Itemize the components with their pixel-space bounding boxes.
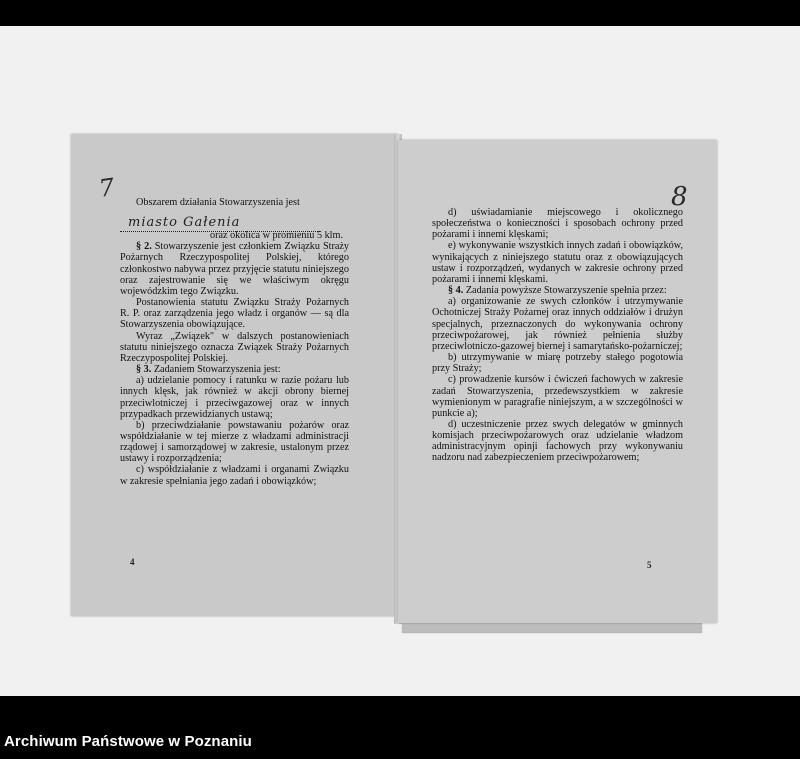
section-3-item-c: c) współdziałanie z władzami i organami Związku w zakresie spełniania jego zadań i obowiązków; — [120, 464, 349, 487]
area-line: Obszarem działania Stowarzyszenia jest — [136, 197, 300, 208]
section-2-number: § 2. — [136, 241, 152, 253]
handwritten-town-name: miasto Gałenia — [128, 215, 241, 231]
left-page-handwritten-mark: 7 — [97, 173, 117, 203]
left-page-text — [120, 197, 349, 487]
right-page — [398, 140, 717, 623]
section-3-item-d: d) uświadamianie miejscowego i okolicznego społeczeństwa o konieczności i sposobach ochrony przed pożarami i innemi klęskami; — [432, 207, 683, 241]
archive-label: Archiwum Państwowe w Poznaniu — [4, 733, 252, 750]
section-3-number: § 3. — [136, 364, 152, 376]
section-3-item-a: a) udzielanie pomocy i ratunku w razie pożaru lub innych klęsk, jak również w akcji obrony biernej przeciwlotniczej i przeciwgazowej oraz w innych przypadkach przewidzianych ustawą; — [120, 375, 349, 420]
section-4-body: Zadania powyższe Stowarzyszenie spełnia przez: — [465, 285, 667, 297]
section-4-item-c: c) prowadzenie kursów i ćwiczeń fachowych w zakresie zadań Stowarzyszenia, przedewszystkiem w zakresie wymienionym w paragrafie niniejszym, a w szczególności w punkcie a); — [432, 374, 683, 419]
left-page-number: 4 — [130, 557, 135, 567]
scan-background — [0, 26, 800, 696]
section-3-body: Zadaniem Stowarzyszenia jest: — [153, 364, 281, 376]
right-page-number: 5 — [647, 560, 652, 570]
section-4-item-d: d) uczestniczenie przez swych delegatów w gminnych komisjach przeciwpożarowych oraz udzielanie władzom administracyjnym opinji fachowych przy wykonywaniu nadzoru nad zabezpieczeniem przeciwpożarowem; — [432, 418, 683, 464]
right-page-text — [432, 207, 683, 464]
left-page — [71, 134, 398, 616]
right-page-handwritten-mark: 8 — [671, 182, 688, 212]
section-4-number: § 4. — [448, 285, 464, 297]
paragraph-term-definition: Wyraz „Związek" w dalszych postanowieniach statutu niniejszego oznacza Związek Straży Pożarnych Rzeczypospolitej Polskiej. — [120, 330, 349, 364]
section-3-item-b: b) przeciwdziałanie powstawaniu pożarów oraz współdziałanie w tej mierze z władzami administracji rządowej i samorządowej w zakresie, ustalonym przez ustawy i rozporządzenia; — [120, 419, 349, 465]
section-3-item-e: e) wykonywanie wszystkich innych zadań i obowiązków, wynikających z niniejszego statutu oraz z obowiązujących ustaw i rozporządzeń, wydanych w zakresie ochrony przed pożarami i innemi klęskami. — [432, 240, 683, 285]
section-4-item-b: b) utrzymywanie w miarę potrzeby stałego pogotowia przy Straży; — [432, 352, 683, 375]
fill-in-line — [120, 208, 349, 230]
section-4-item-a: a) organizowanie ze swych członków i utrzymywanie Ochotniczej Straży Pożarnej oraz innych oddziałów i drużyn specjalnych, przeznaczonych do wykonywania ochrony przeciwpożarowej, jak również pełnienia służby przeciwlotniczo-gazowej biernej i samarytańsko-pożarniczej; — [432, 296, 683, 352]
paragraph-statute-binding: Postanowienia statutu Związku Straży Pożarnych R. P. oraz zarządzenia jego władz i organów — są dla Stowarzyszenia obowiązujące. — [120, 297, 349, 331]
top-black-band — [0, 0, 800, 26]
area-suffix: oraz okolica w promieniu 5 klm. — [210, 230, 343, 242]
section-2-body: Stowarzyszenie jest członkiem Związku Straży Pożarnych Rzeczypospolitej Polskiej, którego członkostwo nabywa przez przyjęcie statutu niniejszego oraz zajestrowanie się we właściwym okręgu wojewódzkim tego Związku. — [120, 241, 349, 297]
